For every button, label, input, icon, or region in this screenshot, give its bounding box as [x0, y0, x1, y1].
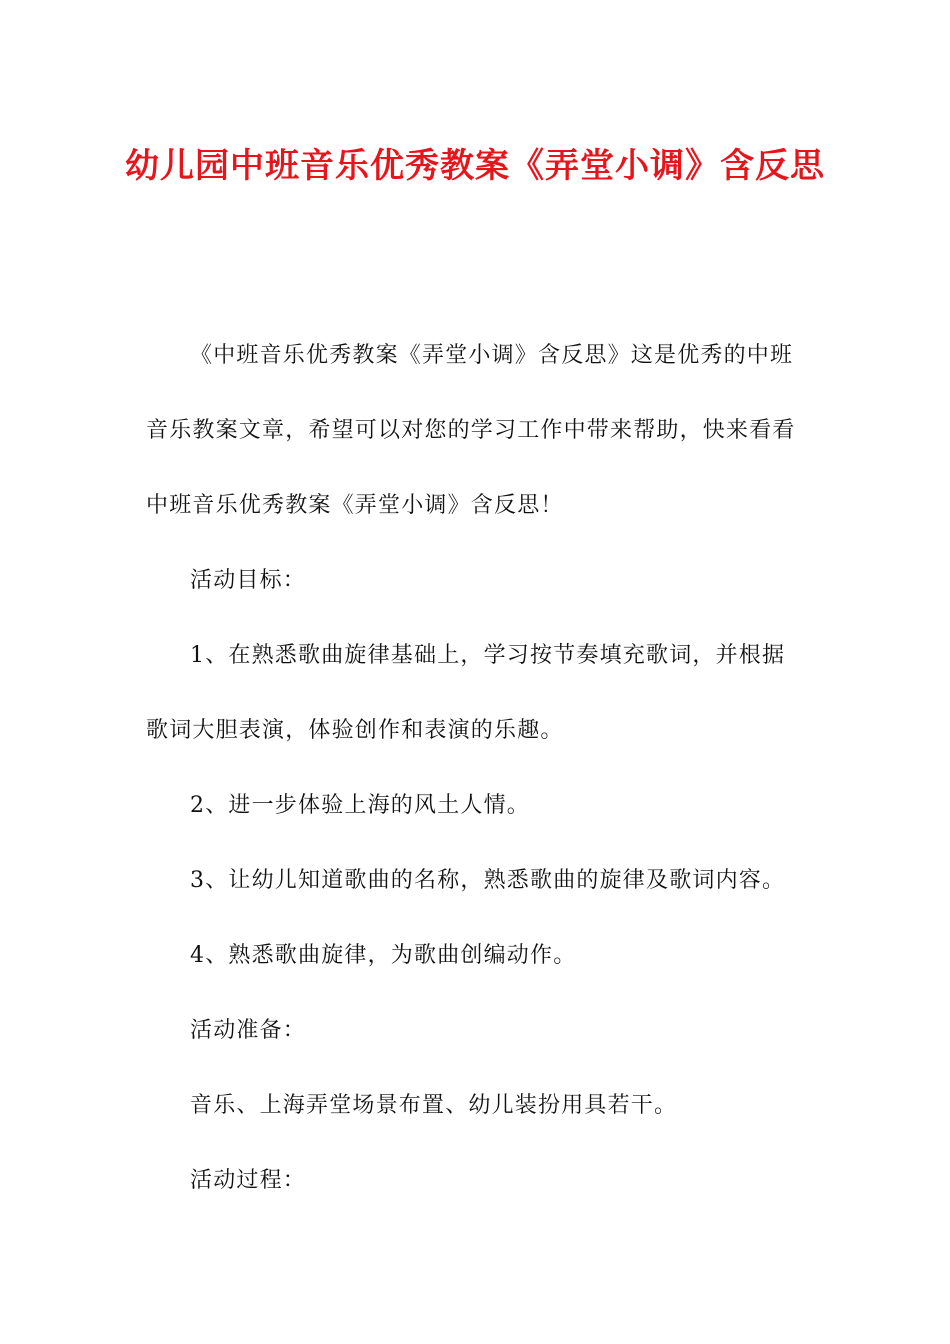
intro-paragraph: 《中班音乐优秀教案《弄堂小调》含反思》这是优秀的中班音乐教案文章，希望可以对您的学习工作中带来帮助，快来看看中班音乐优秀教案《弄堂小调》含反思！ — [146, 343, 796, 518]
goals-heading: 活动目标： — [190, 568, 307, 593]
goal-item-4: 4、熟悉歌曲旋律，为歌曲创编动作。 — [190, 943, 577, 968]
preparation-text: 音乐、上海弄堂场景布置、幼儿装扮用具若干。 — [190, 1093, 678, 1118]
document-title: 幼儿园中班音乐优秀教案《弄堂小调》含反思 — [125, 146, 825, 186]
document-body — [146, 318, 806, 1218]
goal-item-3: 3、让幼儿知道歌曲的名称，熟悉歌曲的旋律及歌词内容。 — [190, 868, 786, 893]
preparation-heading: 活动准备： — [190, 1018, 307, 1043]
process-heading: 活动过程： — [190, 1168, 307, 1193]
goal-item-2: 2、进一步体验上海的风土人情。 — [190, 793, 530, 818]
goal-item-1: 1、在熟悉歌曲旋律基础上，学习按节奏填充歌词，并根据歌词大胆表演，体验创作和表演的乐趣。 — [146, 643, 786, 743]
